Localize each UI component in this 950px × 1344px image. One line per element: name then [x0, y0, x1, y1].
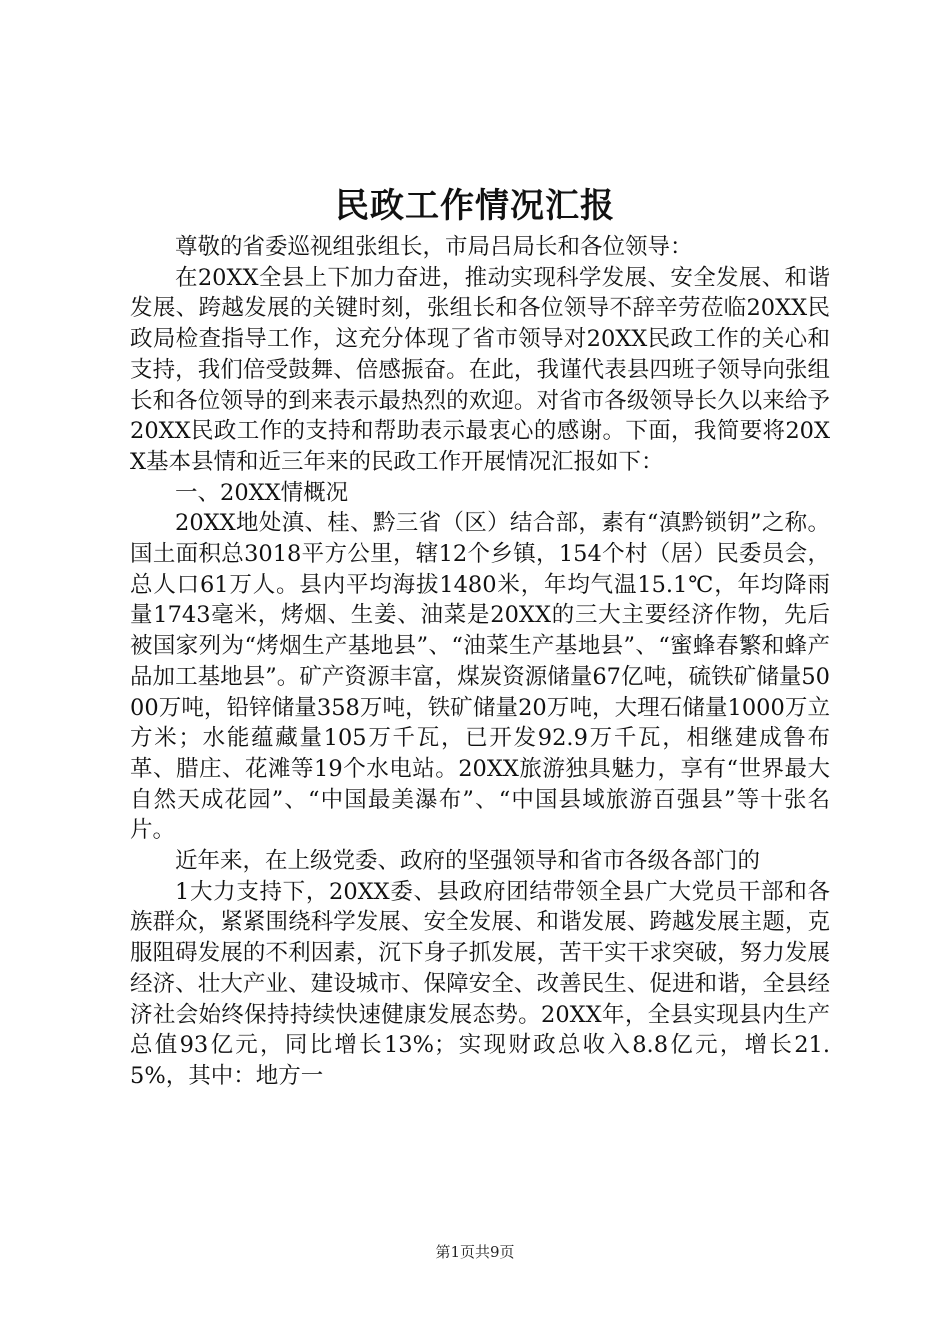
recent-years-paragraph: 近年来，在上级党委、政府的坚强领导和省市各级各部门的 [175, 848, 761, 875]
document-title: 民政工作情况汇报 [335, 186, 615, 226]
page-total: 共9页 [475, 1243, 515, 1261]
page-footer [0, 1242, 950, 1262]
salutation-paragraph: 尊敬的省委巡视组张组长，市局吕局长和各位领导： [175, 234, 693, 260]
intro-paragraph: 在20XX全县上下加力奋进，推动实现科学发展、安全发展、和谐发展、跨越发展的关键时刻，张组长和各位领导不辞辛劳莅临20XX民政局检查指导工作，这充分体现了省市领导对20XX民政工作的关心和支持，我们倍受鼓舞、倍感振奋。在此，我谨代表县四班子领导向张组长和各位领导的到来表示最热烈的欢迎。对省市各级领导长久以来给予20XX民政工作的支持和帮助表示最衷心的感谢。下面，我简要将20XX基本县情和近三年来的民政工作开展情况汇报如下： [130, 264, 830, 475]
document-body [130, 232, 830, 1092]
county-overview-paragraph: 20XX地处滇、桂、黔三省（区）结合部，素有“滇黔锁钥”之称。国土面积总3018平方公里，辖12个乡镇，154个村（居）民委员会，总人口61万人。县内平均海拔1480米，年均气温15.1℃，年均降雨量1743毫米，烤烟、生姜、油菜是20XX的三大主要经济作物，先后被国家列为“烤烟生产基地县”、“油菜生产基地县”、“蜜蜂春繁和蜂产品加工基地县”。矿产资源丰富，煤炭资源储量67亿吨，硫铁矿储量5000万吨，铅锌储量358万吨，铁矿储量20万吨，大理石储量1000万立方米；水能蕴藏量105万千瓦，已开发92.9万千瓦，相继建成鲁布革、腊庄、花滩等19个水电站。20XX旅游独具魅力，享有“世界最大自然天成花园”、“中国最美瀑布”、“中国县域旅游百强县”等十张名片。 [130, 510, 830, 844]
section-heading: 一、20XX情概况 [175, 479, 349, 506]
development-paragraph: 1大力支持下，20XX委、县政府团结带领全县广大党员干部和各族群众，紧紧围绕科学发展、安全发展、和谐发展、跨越发展主题，克服阻碍发展的不利因素，沉下身子抓发展，苦干实干求突破，努力发展经济、壮大产业、建设城市、保障安全、改善民生、促进和谐，全县经济社会始终保持持续快速健康发展态势。20XX年，全县实现县内生产总值93亿元，同比增长13%；实现财政总收入8.8亿元，增长21.5%，其中：地方一 [130, 878, 830, 1089]
page-number: 第1页 [435, 1243, 475, 1261]
